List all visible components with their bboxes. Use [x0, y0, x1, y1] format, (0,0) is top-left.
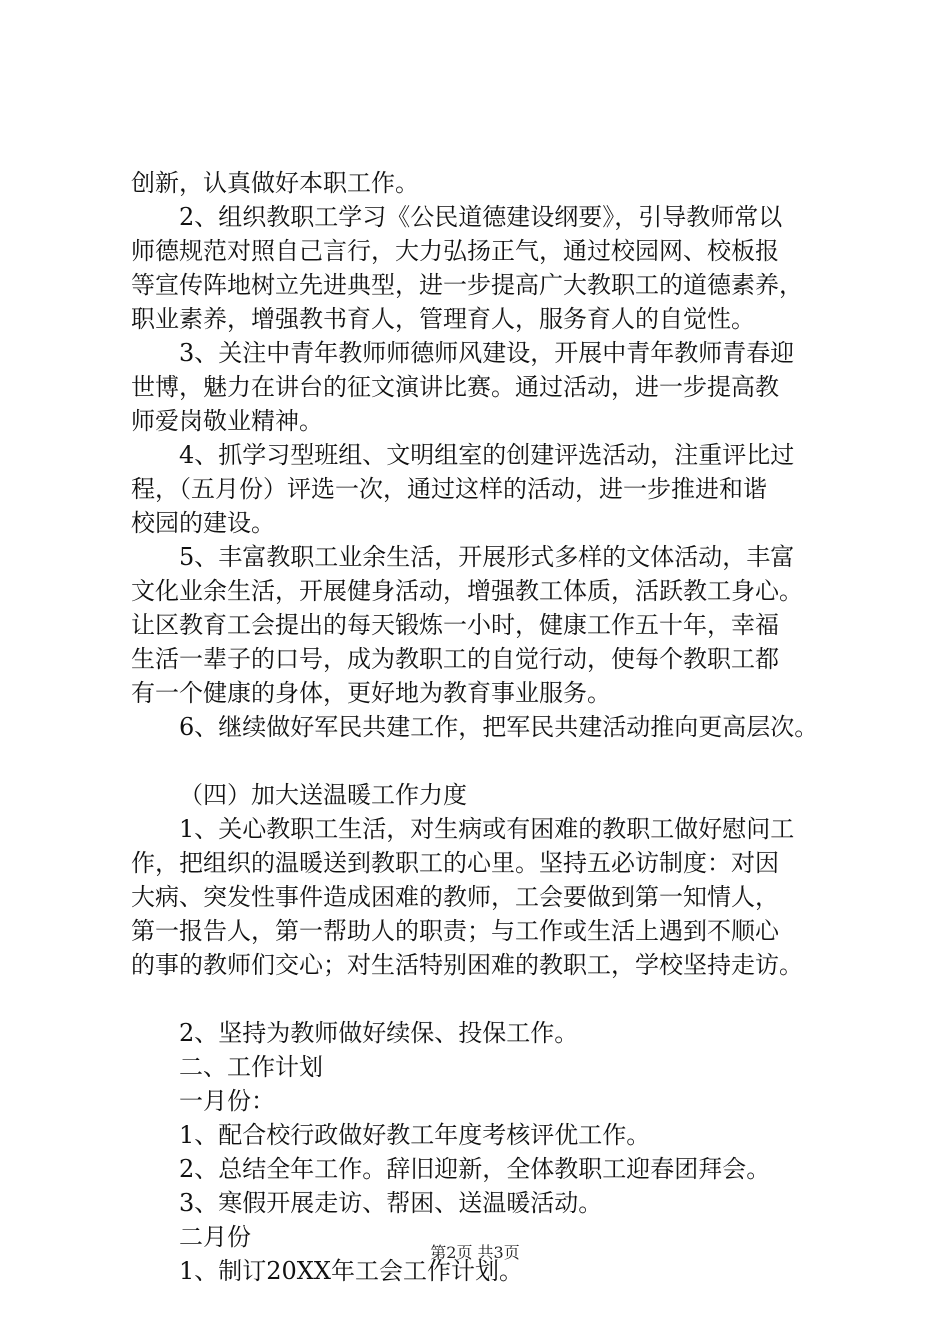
page-number: 第2页 共3页 [430, 1243, 520, 1262]
blank-line [131, 982, 831, 1016]
paragraph-line: 2、组织教职工学习《公民道德建设纲要》，引导教师常以 [179, 203, 783, 231]
section-heading: 二、工作计划 [179, 1053, 323, 1081]
list-item: 1、制订20XX年工会工作计划。 [179, 1257, 523, 1285]
list-item: 3、寒假开展走访、帮困、送温暖活动。 [179, 1189, 603, 1217]
paragraph-line: 师德规范对照自己言行，大力弘扬正气，通过校园网、校板报 [131, 237, 779, 265]
list-item: 2、总结全年工作。辞旧迎新，全体教职工迎春团拜会。 [179, 1155, 771, 1183]
paragraph-line: 师爱岗敬业精神。 [131, 407, 323, 435]
paragraph-line: 1、关心教职工生活，对生病或有困难的教职工做好慰问工 [179, 815, 795, 843]
paragraph-line: 让区教育工会提出的每天锻炼一小时，健康工作五十年，幸福 [131, 611, 779, 639]
paragraph-line: 职业素养，增强教书育人，管理育人，服务育人的自觉性。 [131, 305, 755, 333]
paragraph-line: 有一个健康的身体，更好地为教育事业服务。 [131, 679, 611, 707]
list-item: 1、配合校行政做好教工年度考核评优工作。 [179, 1121, 651, 1149]
paragraph-line: 校园的建设。 [131, 509, 275, 537]
paragraph-line: 大病、突发性事件造成困难的教师，工会要做到第一知情人， [131, 883, 779, 911]
paragraph-line: 第一报告人，第一帮助人的职责；与工作或生活上遇到不顺心 [131, 917, 779, 945]
paragraph-line: 文化业余生活，开展健身活动，增强教工体质，活跃教工身心。 [131, 577, 803, 605]
paragraph-line: 6、继续做好军民共建工作，把军民共建活动推向更高层次。 [179, 713, 819, 741]
paragraph-line: 程，（五月份）评选一次，通过这样的活动，进一步推进和谐 [131, 475, 767, 503]
paragraph-line: 5、丰富教职工业余生活，开展形式多样的文体活动，丰富 [179, 543, 795, 571]
month-heading: 二月份 [179, 1223, 251, 1251]
blank-line [131, 744, 831, 778]
paragraph-line: 2、坚持为教师做好续保、投保工作。 [179, 1019, 579, 1047]
month-heading: 一月份： [179, 1087, 275, 1115]
paragraph-line: 生活一辈子的口号，成为教职工的自觉行动，使每个教职工都 [131, 645, 779, 673]
paragraph-line: 作，把组织的温暖送到教职工的心里。坚持五必访制度：对因 [131, 849, 779, 877]
section-heading: （四）加大送温暖工作力度 [179, 781, 467, 809]
paragraph-line: 等宣传阵地树立先进典型，进一步提高广大教职工的道德素养， [131, 271, 803, 299]
document-body [131, 166, 831, 1288]
paragraph-line: 创新，认真做好本职工作。 [131, 169, 419, 197]
paragraph-line: 世博，魅力在讲台的征文演讲比赛。通过活动，进一步提高教 [131, 373, 779, 401]
paragraph-line: 3、关注中青年教师师德师风建设，开展中青年教师青春迎 [179, 339, 795, 367]
paragraph-line: 的事的教师们交心；对生活特别困难的教职工，学校坚持走访。 [131, 951, 803, 979]
paragraph-line: 4、抓学习型班组、文明组室的创建评选活动，注重评比过 [179, 441, 795, 469]
